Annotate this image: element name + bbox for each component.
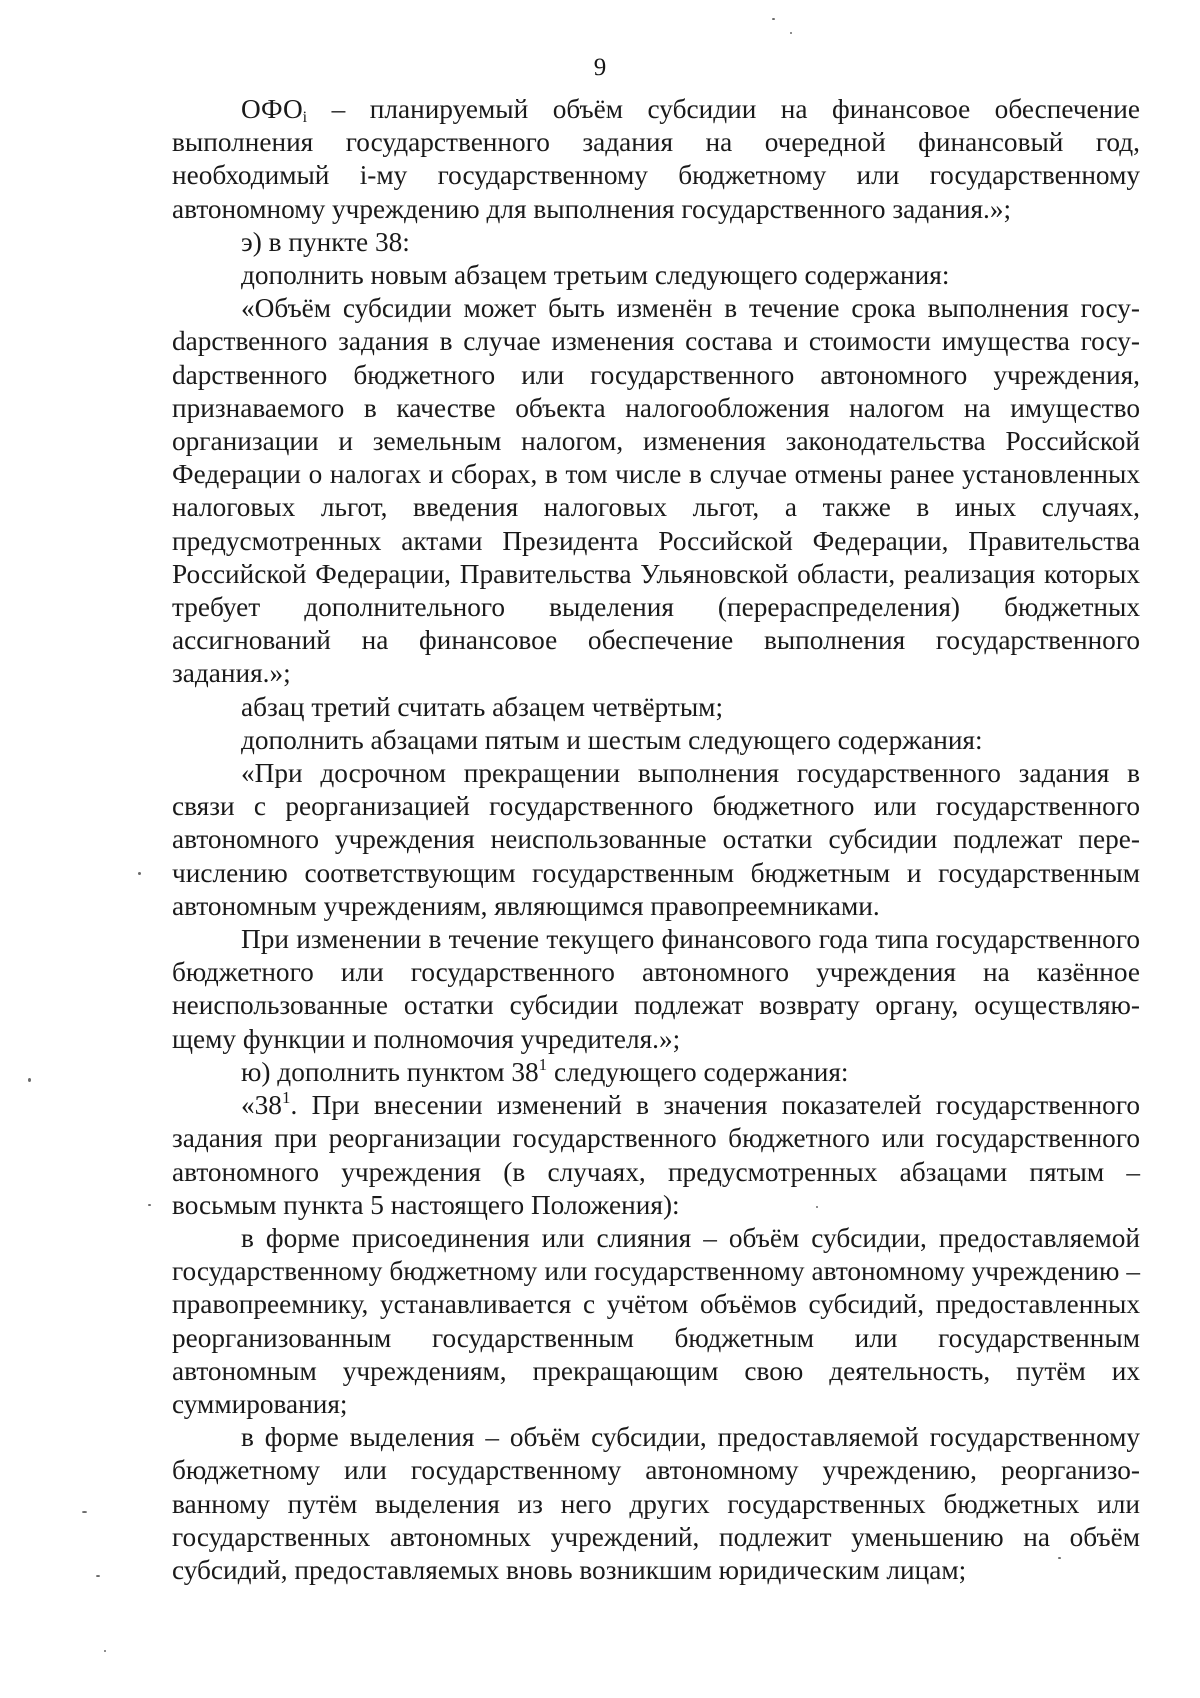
page-number: 9	[593, 54, 607, 81]
scan-speck	[96, 1575, 100, 1577]
superscript-number: 1	[281, 1088, 291, 1108]
scan-speck	[790, 32, 792, 34]
paragraph-type-change: При изменении в течение текущего финансового года типа государственного бюджетного или государственного автономного учреждения на казённое неиспользованные остатки субсидии подлежат возврату органу, осуществляющему функции и полномочия учредителя.»;	[172, 924, 1140, 1054]
paragraph-item-e: э) в пункте 38:	[241, 226, 410, 257]
scan-speck	[1058, 1557, 1061, 1559]
scan-speck	[28, 1078, 31, 1082]
paragraph-text: следующего содержания:	[547, 1056, 849, 1087]
paragraph-text: – планируемый объём субсидии на финансовое обеспечение выполнения государственного задания на очередной финансовый год, необходимый i-му государственному бюджетному или государственному автономному учреждению для выполнения государственного задания.»;	[172, 94, 1140, 224]
scan-speck	[148, 1204, 151, 1206]
superscript-number: 1	[538, 1054, 548, 1074]
paragraph-early-termination: «При досрочном прекращении выполнения государственного задания в связи с реорганизацией государственного бюджетного или государственного автономного учреждения неиспользованные остатки субсидии подлежат перечислению соответствующим государственным бюджетным и государственным автономным учреждениям, являющимся правопреемниками.	[172, 758, 1140, 921]
paragraph-separation-form: в форме выделения – объём субсидии, предоставляемой государственному бюджетному или государственному автономному учреждению, реорганизованному путём выделения из него других государственных бюджетных или государственных автономных учреждений, подлежит уменьшению на объём субсидий, предоставляемых вновь возникшим юридическим лицам;	[172, 1422, 1140, 1585]
paragraph-item-yu	[172, 1056, 1140, 1089]
paragraph-point-38-1	[172, 1089, 1140, 1222]
paragraph-add-fifth-sixth: дополнить абзацами пятым и шестым следующего содержания:	[241, 724, 983, 755]
paragraph-add-third: дополнить новым абзацем третьим следующего содержания:	[241, 260, 950, 291]
scan-speck	[816, 1206, 818, 1208]
paragraph-merger-form: в форме присоединения или слияния – объём субсидии, предоставляемой государственному бюджетному или государственному автономному учреждению – правопреемнику, устанавливается с учётом объёмов субсидий, предоставленных реорганизованным государственным бюджетным или государственным автономным учреждениям, прекращающим свою деятельность, путём их суммирования;	[172, 1222, 1140, 1419]
paragraph-renumber: абзац третий считать абзацем четвёртым;	[241, 691, 724, 722]
scan-speck	[82, 1511, 87, 1513]
paragraph-subsidy-change: «Объём субсидии может быть изменён в течение срока выполнения госуdарственного задания в случае изменения состава и стоимости имущества госуdарственного бюджетного или государственного автономного учреждения, признаваемого в качестве объекта налогообложения налогом на имущество организации и земельным налогом, изменения законодательства Российской Федерации о налогах и сборах, в том числе в случае отмены ранее установленных налоговых льгот, введения налоговых льгот, а также в иных случаях, предусмотренных актами Президента Российской Федерации, Правительства Российской Федерации, Правительства Ульяновской области, реализация которых требует дополнительного выделения (перераспределения) бюджетных ассигнований на финансовое обеспечение выполнения государственного задания.»;	[172, 293, 1140, 689]
scan-speck	[772, 18, 775, 20]
scan-speck	[138, 872, 141, 875]
scan-speck	[104, 1650, 106, 1652]
paragraph-ofo-definition	[172, 93, 1140, 226]
paragraph-lead: «38	[241, 1090, 282, 1121]
formula-symbol: ОФО	[241, 94, 303, 124]
formula-index: i	[302, 109, 308, 126]
paragraph-lead: ю) дополнить пунктом 38	[241, 1056, 539, 1087]
paragraph-text: . При внесении изменений в значения показателей государственного задания при реорганизации государственного бюджетного или государственного автономного учреждения (в случаях, предусмотренных абзацами пятым – восьмым пункта 5 настоящего Положения):	[172, 1090, 1140, 1220]
document-body	[172, 93, 1140, 1587]
